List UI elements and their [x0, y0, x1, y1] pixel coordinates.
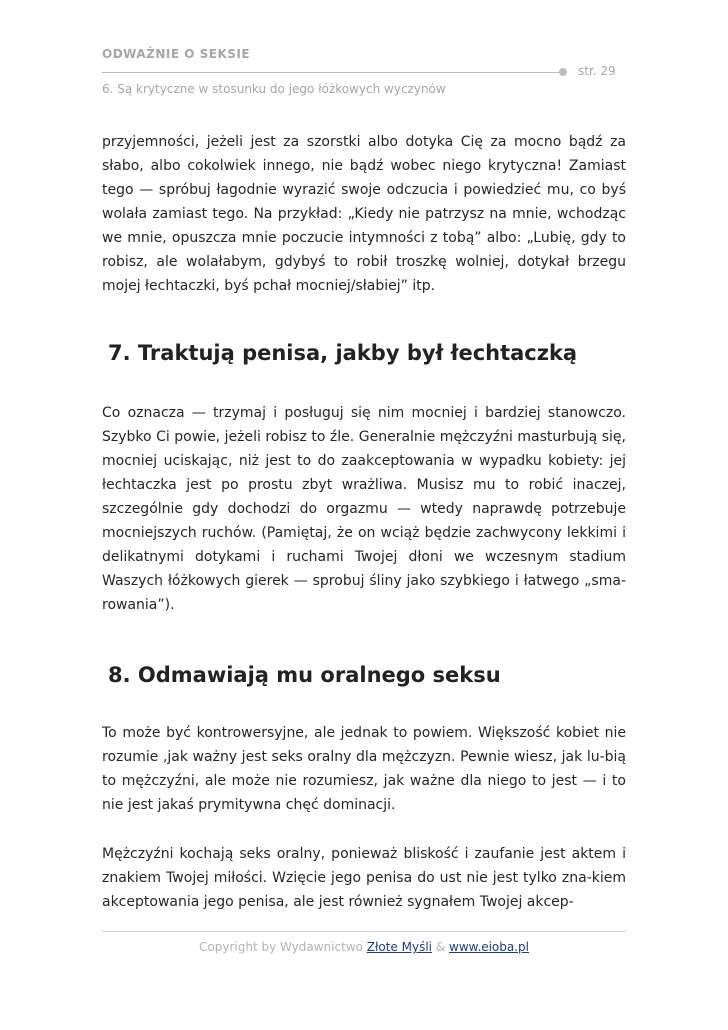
- footer: [0, 940, 728, 954]
- paragraph-1: przyjemności, jeżeli jest za szorstki albo dotyka Cię za mocno bądź za słabo, albo cokolwiek innego, nie bądź wobec niego krytyczna! Zamiast tego — spróbuj łagodnie wyrazić swoje odczucia i powiedzieć mu, co byś wolała zamiast tego. Na przykład: „Kiedy nie patrzysz na mnie, wchodząc we mnie, opuszcza mnie poczucie intymności z tobą” albo: „Lubię, gdy to robisz, ale wolałabym, gdybyś to robił troszkę wolniej, dotykał brzegu mojej łechtaczki, byś pchał mocniej/słabiej” itp.: [102, 134, 626, 294]
- paragraph-3: To może być kontrowersyjne, ale jednak to powiem. Większość kobiet nie rozumie ,jak ważny jest seks oralny dla mężczyzn. Pewnie wiesz, jak lu-bią to mężczyźni, ale może nie rozumiesz, jak ważne dla niego to jest — i to nie jest jakaś prymitywna chęć dominacji.: [102, 725, 626, 813]
- book-title: ODWAŻNIE O SEKSIE: [102, 47, 251, 61]
- paragraph-4: Mężczyźni kochają seks oralny, ponieważ bliskość i zaufanie jest aktem i znakiem Twojej miłości. Wzięcie jego penisa do ust nie jest tylko zna-kiem akceptowania jego penisa, ale jest również sygnałem Twojej akcep-: [102, 846, 626, 910]
- footer-divider: [102, 931, 626, 932]
- paragraph-2: Co oznacza — trzymaj i posługuj się nim mocniej i bardziej stanowczo. Szybko Ci powie, jeżeli robisz to źle. Generalnie mężczyźni masturbują się, mocniej uciskając, niż jest to do zaakceptowania w wypadku kobiety: jej łechtaczka jest po prostu zbyt wrażliwa. Musisz mu to robić inaczej, szczególnie gdy dochodzi do orgazmu — wtedy naprawdę potrzebuje mocniejszych ruchów. (Pamiętaj, że on wciąż będzie zachwycony lekkimi i delikatnymi dotykami i ruchami Twojej dłoni we wczesnym stadium Waszych łóżkowych gierek — sprobuj śliny jako szybkiego i łatwego „sma-rowania”).: [102, 405, 626, 613]
- section-heading-7: 7. Traktują penisa, jakby był łechtaczką: [108, 341, 578, 365]
- publisher-link[interactable]: Złote Myśli: [366, 940, 433, 954]
- website-link[interactable]: www.eioba.pl: [449, 940, 529, 954]
- page-number: str. 29: [578, 64, 616, 78]
- chapter-title: 6. Są krytyczne w stosunku do jego łóżkowych wyczynów: [102, 82, 446, 96]
- bullet-icon: [559, 68, 567, 76]
- header-divider: [102, 72, 562, 73]
- section-heading-8: 8. Odmawiają mu oralnego seksu: [108, 663, 501, 687]
- ampersand: &: [435, 940, 446, 954]
- copyright-text: Copyright by Wydawnictwo: [199, 940, 363, 954]
